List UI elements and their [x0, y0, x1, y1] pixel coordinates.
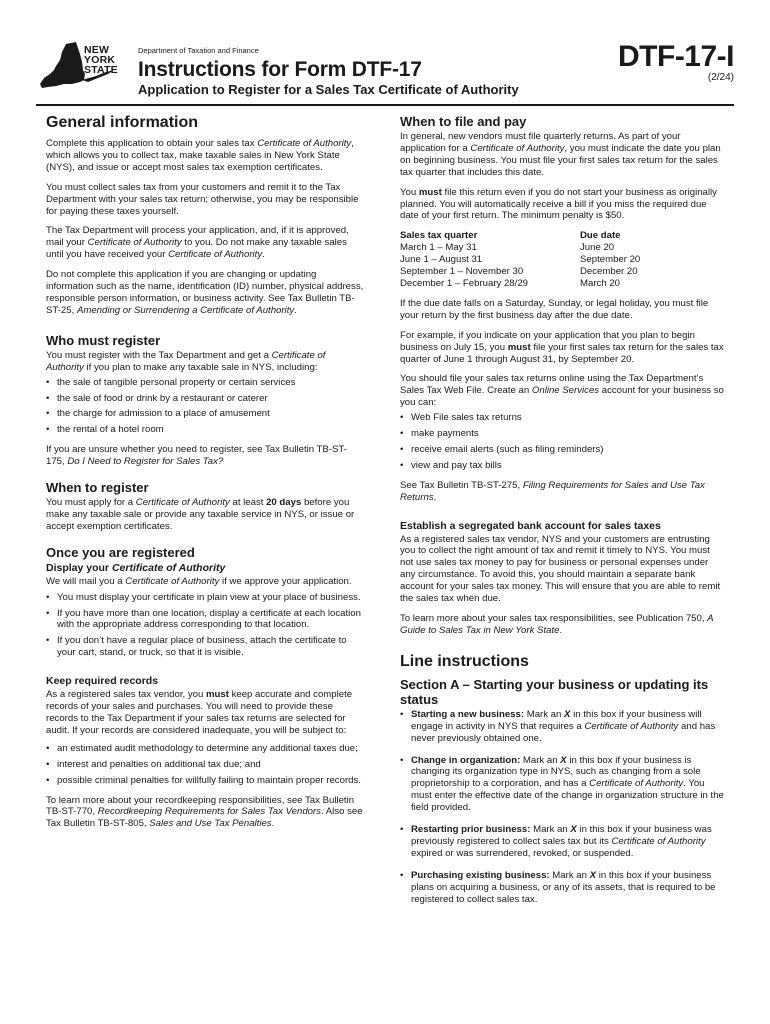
table-cell: March 1 – May 31 [400, 242, 477, 254]
records-p1: As a registered sales tax vendor, you must keep accurate and complete records of your sales and purchases. You will need to provide these records to the Tax Department if your sales tax returns are selected for audit. If your records are considered inadequate, you will be subject to: [46, 689, 353, 736]
section-a-heading: Section A – Starting your business or updating its status [400, 676, 709, 707]
list-item: • make payments [400, 428, 725, 440]
left-column [46, 114, 364, 838]
when-register-p1: You must apply for a Certificate of Authority at least 20 days before you make any taxable sale or provide any taxable service in NYS, or issue or accept exemption certificates. [46, 497, 355, 532]
logo-line-3: STATE [84, 64, 118, 76]
once-list [46, 592, 364, 660]
list-item: • Web File sales tax returns [400, 412, 725, 424]
logo-line-1: NEW [84, 44, 110, 56]
list-item: • possible criminal penalties for willfully failing to maintain proper records. [46, 775, 364, 787]
right-column [400, 114, 725, 916]
list-item: • the sale of food or drink by a restaurant or caterer [46, 393, 364, 405]
list-item: • the rental of a hotel room [46, 424, 364, 436]
list-item: • an estimated audit methodology to determine any additional taxes due; [46, 743, 364, 755]
when-file-p1: In general, new vendors must file quarterly returns. As part of your application for a Certificate of Authority, you must indicate the date you plan on beginning business. You must file your first sales tax return for the sales tax quarter that includes this date. [400, 131, 721, 178]
form-title: Instructions for Form DTF-17 [138, 58, 422, 81]
header-rule [36, 104, 734, 106]
table-cell: December 20 [580, 266, 638, 278]
line-instructions-heading: Line instructions [400, 652, 529, 670]
general-heading: General information [46, 114, 199, 131]
list-item: • view and pay tax bills [400, 460, 725, 472]
general-p2: You must collect sales tax from your customers and remit it to the Tax Department with your sales tax return; otherwise, you may be responsible for paying these taxes yourself. [46, 181, 359, 217]
bank-heading: Establish a segregated bank account for sales taxes [400, 519, 661, 532]
records-p2: To learn more about your recordkeeping responsibilities, see Tax Bulletin TB-ST-770, Recordkeeping Requirements for Sales Tax Vendors. Also see Tax Bulletin TB-ST-805, Sales and Use Tax Penalties. [46, 794, 363, 830]
form-id: DTF-17-I [618, 40, 734, 73]
once-heading: Once you are registered [46, 544, 195, 560]
who-heading: Who must register [46, 332, 161, 348]
list-item: • If you have more than one location, display a certificate at each location with the appropriate address corresponding to that location. [46, 608, 364, 632]
list-item: • If you don’t have a regular place of business, attach the certificate to your cart, stand, or truck, so that it is visible. [46, 635, 364, 659]
column-header: Sales tax quarter [400, 230, 478, 242]
general-p3: The Tax Department will process your application, and, if it is approved, mail your Certificate of Authority to you. Do not make any taxable sales until you have received your Certificate of Authority. [46, 225, 349, 261]
form-revision: (2/24) [707, 72, 734, 83]
table-cell: December 1 – February 28/29 [400, 277, 528, 289]
who-intro: You must register with the Tax Department and get a Certificate of Authority if you plan to make any taxable sale in NYS, including: [46, 349, 326, 373]
item-label: Restarting prior business: [411, 824, 531, 836]
due-date-table [400, 230, 700, 290]
when-file-p2: You must file this return even if you do not start your business as originally planned. You will automatically receive a bill if you miss the required due date of your first return. The minimum penalty is $50. [400, 186, 717, 222]
list-item: • Change in organization: Mark an X in this box if your business is changing its organization type in NYS, such as changing from a sole proprietorship to a corporation, and has a Certificate of Authority. You must enter the effective date of the change in organization structure in the field provided. [400, 755, 725, 815]
table-cell: June 1 – August 31 [400, 254, 483, 266]
table-row [400, 278, 700, 290]
list-item: • Restarting prior business: Mark an X in this box if your business was previously registered to collect sales tax but its Certificate of Authority expired or was surrendered, revoked, or suspended. [400, 824, 725, 860]
list-item: • the charge for admission to a place of amusement [46, 408, 364, 420]
logo-wordmark [84, 45, 118, 75]
table-cell: September 1 – November 30 [400, 266, 524, 278]
bank-p2: To learn more about your sales tax responsibilities, see Publication 750, A Guide to Sales Tax in New York State. [400, 613, 714, 636]
item-label: Purchasing existing business: [411, 869, 550, 881]
column-header: Due date [580, 230, 621, 242]
list-item: • You must display your certificate in plain view at your place of business. [46, 592, 364, 604]
item-label: Change in organization: [411, 754, 521, 766]
table-cell: March 20 [580, 277, 620, 289]
table-row [400, 266, 700, 278]
item-label: Starting a new business: [411, 708, 525, 720]
who-list [46, 377, 364, 437]
table-cell: June 20 [580, 242, 615, 254]
online-services-list [400, 412, 725, 472]
once-subheading: Display your Certificate of Authority [46, 561, 226, 574]
when-file-heading: When to file and pay [400, 114, 527, 129]
when-file-p3: If the due date falls on a Saturday, Sunday, or legal holiday, you must file your return by the first business day after the due date. [400, 297, 709, 321]
general-p1: Complete this application to obtain your sales tax Certificate of Authority, which allows you to collect tax, make taxable sales in New York State (NYS), and issue or accept most sales tax exemption certificates. [46, 138, 354, 173]
records-list [46, 743, 364, 787]
page-header [0, 0, 770, 110]
bank-p1: As a registered sales tax vendor, NYS and your customers are entrusting you to collect the right amount of tax and remit it timely to NYS. You must not use sales tax money to pay for business or personal expenses under any circumstance. To avoid this, you should maintain a separate bank account for your sales tax money. This will ensure that you are able to remit the sales tax when due. [400, 533, 721, 605]
section-a-list [400, 709, 725, 906]
when-register-heading: When to register [46, 480, 149, 496]
who-outro: If you are unsure whether you need to register, see Tax Bulletin TB-ST-175, Do I Need to Register for Sales Tax? [46, 444, 347, 468]
list-item: • Purchasing existing business: Mark an X in this box if your business plans on acquiring a business, or any of its assets, that is required to be registered to collect sales tax. [400, 870, 725, 906]
table-row [400, 254, 700, 266]
list-item: • Starting a new business: Mark an X in this box if your business will engage in activity in NYS that requires a Certificate of Authority and has never previously obtained one. [400, 709, 725, 745]
records-heading: Keep required records [46, 675, 159, 688]
list-item: • receive email alerts (such as filing reminders) [400, 444, 725, 456]
logo-line-2: YORK [84, 54, 116, 66]
when-file-p4: For example, if you indicate on your application that you plan to begin business on July 15, you must file your first sales tax return for the sales tax quarter of June 1 through August 31, by September 20. [400, 329, 724, 365]
once-p1: We will mail you a Certificate of Authority if we approve your application. [46, 575, 352, 587]
list-item: • the sale of tangible personal property or certain services [46, 377, 364, 389]
when-file-p5: You should file your sales tax returns online using the Tax Department’s Sales Tax Web File. Create an Online Services account for your business so you can: [400, 373, 724, 409]
table-row [400, 242, 700, 254]
when-file-p6: See Tax Bulletin TB-ST-275, Filing Requirements for Sales and Use Tax Returns. [400, 479, 705, 503]
form-subtitle: Application to Register for a Sales Tax Certificate of Authority [138, 82, 519, 97]
list-item: • interest and penalties on additional tax due; and [46, 759, 364, 771]
department-name: Department of Taxation and Finance [138, 46, 259, 55]
table-header-row [400, 230, 700, 242]
table-cell: September 20 [580, 254, 641, 266]
general-p4: Do not complete this application if you are changing or updating information such as the name, identification (ID) number, physical address, responsible person information, or business activity. See Tax Bulletin TB-ST-25, Amending or Surrendering a Certificate of Authority. [46, 269, 364, 316]
